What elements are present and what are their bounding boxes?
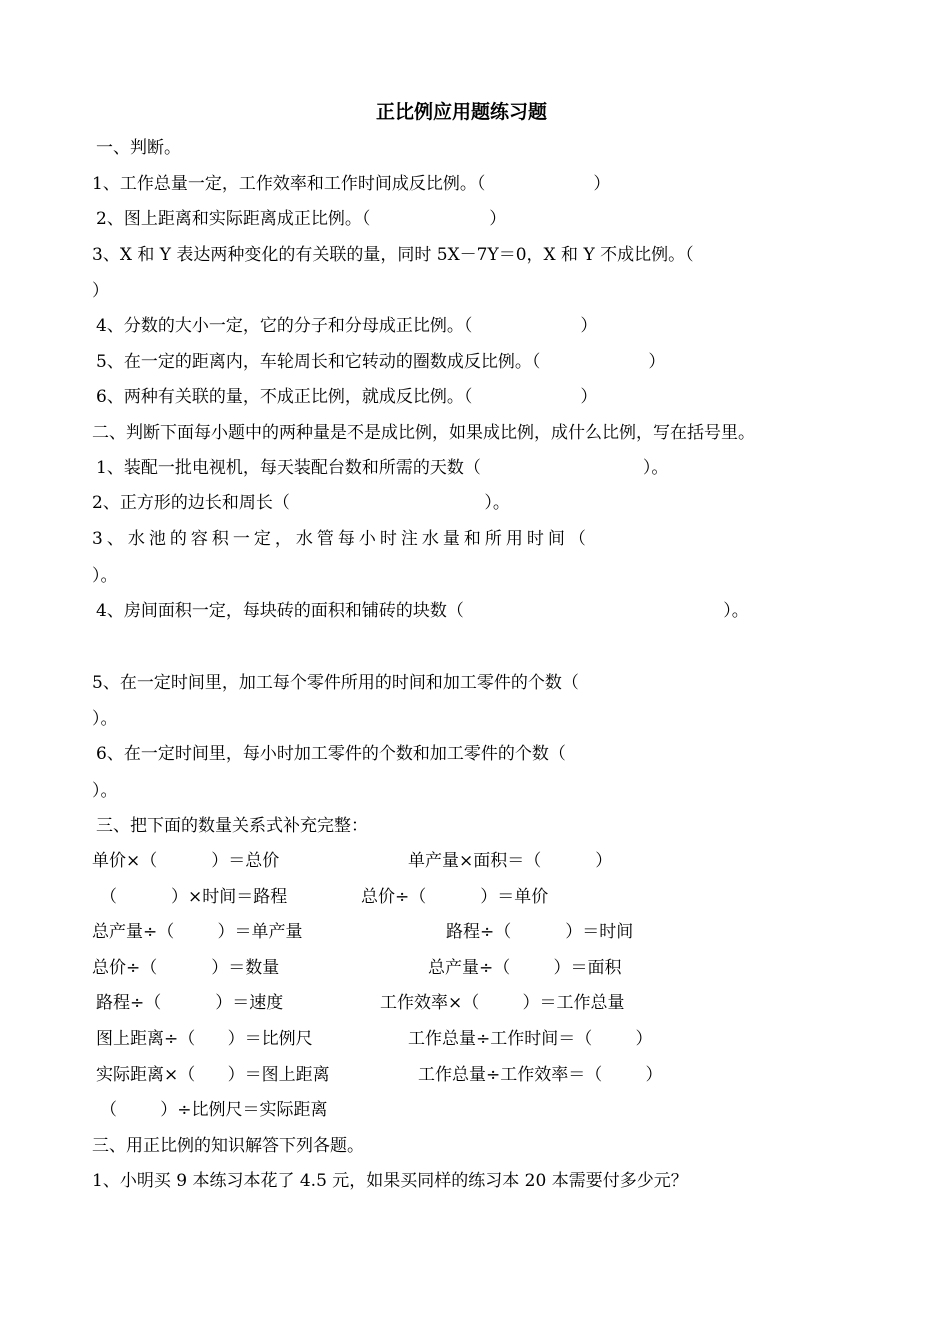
- section2-item-5-continued: ）。: [92, 709, 118, 729]
- section2-item-6: 6、在一定时间里，每小时加工零件的个数和加工零件的个数（: [96, 744, 566, 764]
- section3-heading: 三、把下面的数量关系式补充完整：: [96, 816, 368, 836]
- section1-item-4: 4、分数的大小一定，它的分子和分母成正比例。（ ）: [96, 316, 598, 336]
- formula-row3-left: 总产量÷（ ）＝单产量: [92, 922, 303, 942]
- formula-row7-left: 实际距离×（ ）＝图上距离: [96, 1065, 330, 1085]
- section1-item-3: 3、X 和 Y 表达两种变化的有关联的量，同时 5X－7Y＝0，X 和 Y 不成比例。（: [92, 245, 694, 265]
- section1-item-2: 2、图上距离和实际距离成正比例。（ ）: [96, 209, 507, 229]
- section2-item-3: 3、水池的容积一定，水管每小时注水量和所用时间（: [92, 529, 590, 549]
- section2-item-6-continued: ）。: [92, 781, 118, 801]
- section1-heading: 一、判断。: [96, 138, 181, 158]
- formula-row6-right: 工作总量÷工作时间＝（ ）: [408, 1029, 653, 1049]
- section1-item-6: 6、两种有关联的量，不成正比例，就成反比例。（ ）: [96, 387, 598, 407]
- section2-item-1: 1、装配一批电视机，每天装配台数和所需的天数（ ）。: [96, 458, 669, 478]
- formula-row7-right: 工作总量÷工作效率＝（ ）: [418, 1065, 663, 1085]
- section2-heading: 二、判断下面每小题中的两种量是不是成比例，如果成比例，成什么比例，写在括号里。: [92, 423, 755, 443]
- section2-item-4: 4、房间面积一定，每块砖的面积和铺砖的块数（ ）。: [96, 601, 749, 621]
- formula-row5-left: 路程÷（ ）＝速度: [96, 993, 284, 1013]
- formula-row3-right: 路程÷（ ）＝时间: [446, 922, 634, 942]
- section1-item-1: 1、工作总量一定，工作效率和工作时间成反比例。（ ）: [92, 174, 611, 194]
- section1-item-5: 5、在一定的距离内，车轮周长和它转动的圈数成反比例。（ ）: [96, 352, 666, 372]
- page-title: 正比例应用题练习题: [376, 101, 548, 123]
- section4-heading: 三、用正比例的知识解答下列各题。: [92, 1136, 364, 1156]
- section2-item-3-continued: ）。: [92, 566, 118, 586]
- formula-row2-left: （ ）×时间＝路程: [100, 887, 288, 907]
- formula-row6-left: 图上距离÷（ ）＝比例尺: [96, 1029, 313, 1049]
- formula-row1-right: 单产量×面积＝（ ）: [408, 851, 613, 871]
- formula-row4-left: 总价÷（ ）＝数量: [92, 958, 280, 978]
- formula-row2-right: 总价÷（ ）＝单价: [361, 887, 549, 907]
- section4-item-1: 1、小明买 9 本练习本花了 4.5 元，如果买同样的练习本 20 本需要付多少元？: [92, 1171, 688, 1191]
- formula-row1-left: 单价×（ ）＝总价: [92, 851, 280, 871]
- formula-row4-right: 总产量÷（ ）＝面积: [428, 958, 622, 978]
- formula-row5-right: 工作效率×（ ）＝工作总量: [380, 993, 625, 1013]
- section2-item-2: 2、正方形的边长和周长（ ）。: [92, 493, 510, 513]
- section2-item-5: 5、在一定时间里，加工每个零件所用的时间和加工零件的个数（: [92, 673, 579, 693]
- formula-row8-left: （ ）÷比例尺＝实际距离: [100, 1100, 328, 1120]
- section1-item-3-continued: ）: [92, 281, 109, 301]
